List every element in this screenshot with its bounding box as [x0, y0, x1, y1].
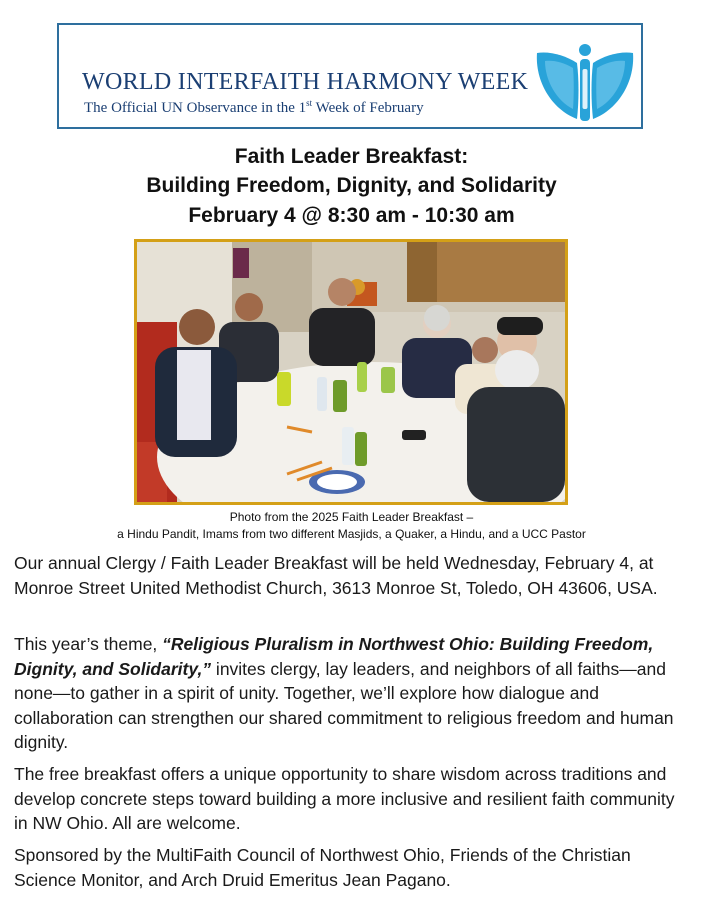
theme-paragraph — [14, 632, 690, 755]
butterfly-logo-icon — [529, 41, 641, 125]
photo-caption-line1: Photo from the 2025 Faith Leader Breakfast – — [229, 510, 474, 524]
photo-caption-line2: a Hindu Pandit, Imams from two different Masjids, a Quaker, a Hindu, and a UCC Pastor — [117, 527, 586, 541]
banner-subtitle — [84, 98, 424, 117]
banner-subtitle-prefix: The Official UN Observance in the 1 — [84, 100, 307, 116]
theme-intro: This year’s theme, — [14, 634, 163, 654]
event-photo-illustration — [137, 242, 565, 502]
theme-description: invites clergy, lay leaders, and neighbors of all faiths—and none—to gather in a spirit of unity. Together, we’ll explore how dialogue and collaboration can strengthen our shared commitment to religious freedom and human dignity. — [14, 658, 674, 752]
sponsors-paragraph: Sponsored by the MultiFaith Council of Northwest Ohio, Friends of the Christian Science Monitor, and Arch Druid Emeritus Jean Pagano. — [14, 845, 631, 890]
event-photo — [134, 239, 568, 505]
breakfast-description-paragraph: The free breakfast offers a unique opportunity to share wisdom across traditions and develop concrete steps toward building a more inclusive and resilient faith community in NW Ohio. All are welcome. — [14, 764, 675, 833]
header-banner — [57, 23, 643, 129]
banner-title: WORLD INTERFAITH HARMONY WEEK — [82, 69, 529, 95]
event-date-time: February 4 @ 8:30 am - 10:30 am — [188, 204, 515, 227]
theme-title: “Religious Pluralism in Northwest Ohio: Building Freedom, Dignity, and Solidarity,” — [14, 634, 654, 679]
banner-subtitle-sup: st — [306, 98, 313, 108]
event-location-paragraph: Our annual Clergy / Faith Leader Breakfast will be held Wednesday, February 4, at Monroe Street United Methodist Church, 3613 Monroe St, Toledo, OH 43606, USA. — [14, 553, 658, 598]
event-title-line2: Building Freedom, Dignity, and Solidarity — [146, 174, 557, 197]
banner-subtitle-suffix: Week of February — [312, 100, 424, 116]
event-title-line1: Faith Leader Breakfast: — [234, 145, 469, 168]
